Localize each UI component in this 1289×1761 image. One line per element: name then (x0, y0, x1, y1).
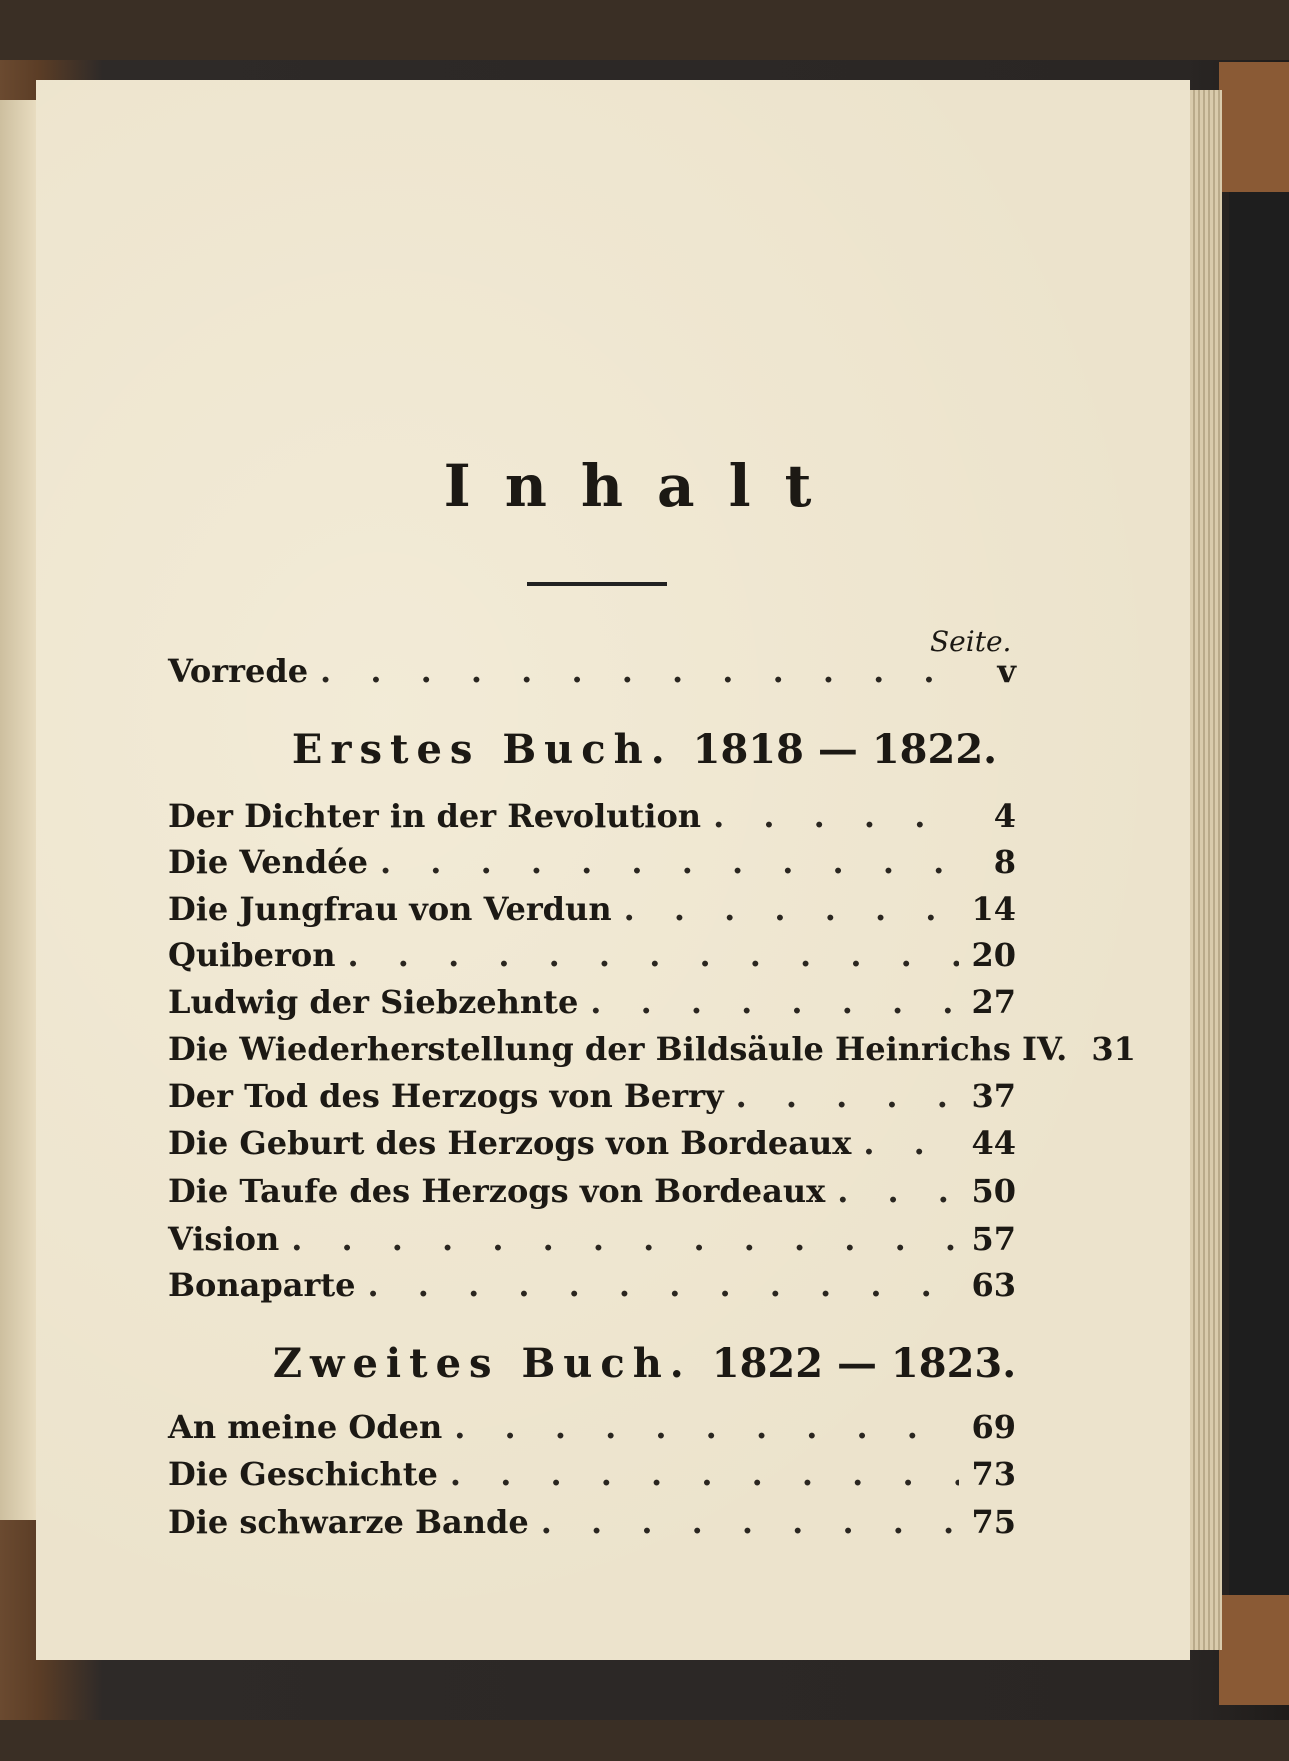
toc-entry (168, 936, 1016, 980)
toc-entry (168, 1503, 1016, 1547)
book-heading-years: 1818 — 1822. (692, 726, 998, 773)
left-page-edge (0, 100, 36, 1520)
book-heading-1 (0, 726, 1289, 773)
toc-entry-label: Die Vendée (168, 843, 369, 881)
book-heading-2 (0, 1340, 1289, 1387)
toc-leader-dots (454, 1408, 959, 1446)
page-title: Inhalt (443, 452, 846, 520)
toc-entry-page: 73 (971, 1455, 1016, 1493)
column-header-seite: Seite. (930, 625, 1012, 658)
toc-entry-page: 63 (971, 1266, 1016, 1304)
toc-entry-label: Die Taufe des Herzogs von Bordeaux (168, 1172, 826, 1210)
toc-entry-page: 69 (971, 1408, 1016, 1446)
toc-entry-page: 57 (971, 1220, 1016, 1258)
toc-entry (168, 1266, 1016, 1310)
toc-entry-label: Die Geschichte (168, 1455, 438, 1493)
toc-entry-label: An meine Oden (168, 1408, 443, 1446)
cover-edge (1229, 190, 1289, 1620)
toc-entry-label: Die Geburt des Herzogs von Bordeaux (168, 1124, 852, 1162)
toc-entry (168, 1124, 1016, 1168)
toc-entry (168, 1455, 1016, 1499)
toc-entry-page: 20 (971, 936, 1016, 974)
toc-entry-preface (168, 652, 1016, 696)
toc-leader-dots (380, 843, 964, 881)
cover-corner-bottom (1219, 1595, 1289, 1705)
toc-entry-label: Die Wiederherstellung der Bildsäule Heinrichs IV. (168, 1030, 1068, 1068)
title-rule (527, 582, 667, 586)
toc-entry (168, 1030, 1136, 1074)
toc-entry-label: Der Dichter in der Revolution (168, 797, 702, 835)
book-heading-label: Erstes Buch. (291, 726, 673, 773)
toc-leader-dots (368, 1266, 960, 1304)
toc-entry (168, 890, 1016, 934)
toc-entry-page: 44 (971, 1124, 1016, 1162)
toc-entry-page: 27 (971, 983, 1016, 1021)
toc-entry-label: Der Tod des Herzogs von Berry (168, 1077, 724, 1115)
toc-entry-page: 4 (993, 797, 1016, 835)
toc-entry (168, 1077, 1016, 1121)
toc-entry-label: Quiberon (168, 936, 336, 974)
toc-entry (168, 843, 1016, 887)
toc-leader-dots (541, 1503, 960, 1541)
toc-entry (168, 797, 1016, 841)
toc-entry-page: 50 (971, 1172, 1016, 1210)
toc-leader-dots (590, 983, 959, 1021)
toc-leader-dots (863, 1124, 959, 1162)
book-heading-label: Zweites Buch. (272, 1340, 692, 1387)
toc-leader-dots (320, 652, 964, 690)
toc-entry (168, 1172, 1016, 1216)
toc-entry-label: Ludwig der Siebzehnte (168, 983, 579, 1021)
toc-entry-page: 37 (971, 1077, 1016, 1115)
toc-entry-label: Bonaparte (168, 1266, 356, 1304)
toc-leader-dots (713, 797, 964, 835)
toc-entry-page: 75 (971, 1503, 1016, 1541)
toc-entry-label: Vorrede (168, 652, 309, 690)
toc-leader-dots (291, 1220, 959, 1258)
toc-leader-dots (348, 936, 960, 974)
toc-entry (168, 1408, 1016, 1452)
toc-entry-page: 8 (993, 843, 1016, 881)
toc-leader-dots (736, 1077, 960, 1115)
toc-entry-page: v (997, 652, 1016, 690)
toc-leader-dots (624, 890, 960, 928)
cover-corner-top (1219, 62, 1289, 192)
toc-entry-label: Die Jungfrau von Verdun (168, 890, 612, 928)
toc-entry-page: 31 (1091, 1030, 1136, 1068)
toc-entry (168, 1220, 1016, 1264)
toc-entry-label: Vision (168, 1220, 280, 1258)
toc-entry-page: 14 (971, 890, 1016, 928)
toc-leader-dots (837, 1172, 959, 1210)
toc-entry (168, 983, 1016, 1027)
toc-leader-dots (450, 1455, 960, 1493)
book-heading-years: 1822 — 1823. (711, 1340, 1017, 1387)
toc-entry-label: Die schwarze Bande (168, 1503, 529, 1541)
